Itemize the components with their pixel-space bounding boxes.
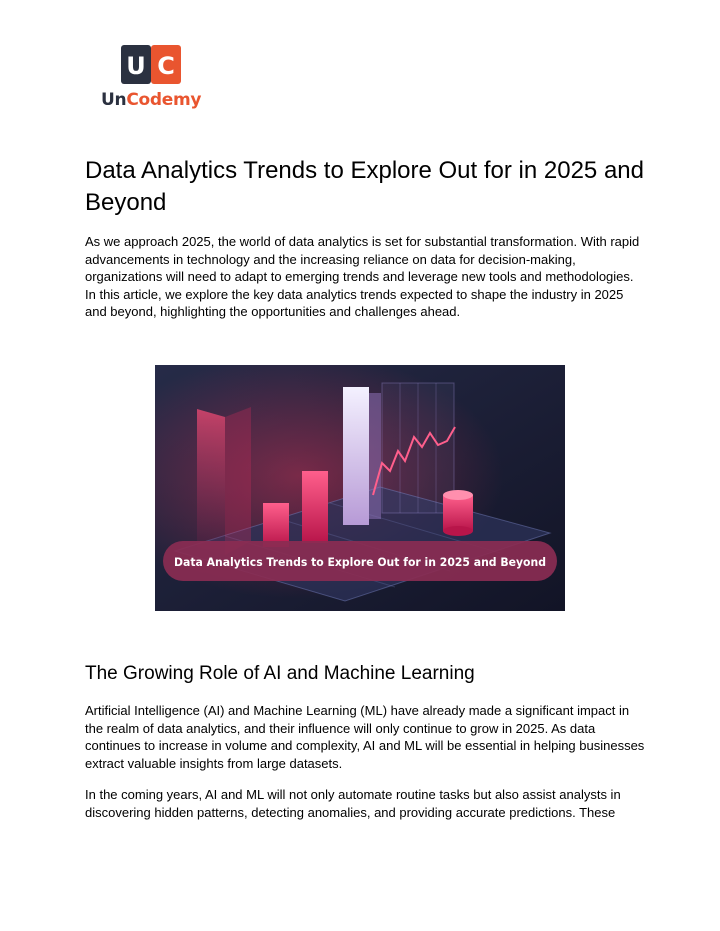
- hero-image: [155, 365, 565, 611]
- uncodemy-logo-mark: [121, 45, 181, 84]
- logo-wordmark-un: Un: [101, 90, 127, 110]
- section-ai-ml-paragraph-2: In the coming years, AI and ML will not only automate routine tasks but also assist analysts in discovering hidden patterns, detecting anomalies, and providing accurate predictions. These: [85, 787, 621, 820]
- uncodemy-logo[interactable]: [101, 45, 211, 115]
- logo-wordmark: [101, 90, 201, 110]
- hero-caption: Data Analytics Trends to Explore Out for in 2025 and Beyond: [174, 555, 546, 569]
- article-intro: As we approach 2025, the world of data analytics is set for substantial transformation. With rapid advancements in technology and the increasing reliance on data for decision-making, organizations will need to adapt to emerging trends and leverage new tools and methodologies. In this article, we explore the key data analytics trends expected to shape the industry in 2025 and beyond, highlighting the opportunities and challenges ahead.: [85, 234, 640, 319]
- logo-mark-letter-c: C: [157, 52, 175, 80]
- logo-mark-letter-u: U: [126, 52, 146, 80]
- article-title: Data Analytics Trends to Explore Out for in 2025 and Beyond: [85, 157, 644, 216]
- section-ai-ml-paragraph-1: Artificial Intelligence (AI) and Machine Learning (ML) have already made a significant impact in the realm of data analytics, and their influence will only continue to grow in 2025. As data continues to increase in volume and complexity, AI and ML will be essential in helping businesses extract valuable insights from large datasets.: [85, 703, 645, 771]
- logo-wordmark-codemy: Codemy: [126, 90, 202, 110]
- section-heading-ai-ml: The Growing Role of AI and Machine Learning: [85, 663, 475, 684]
